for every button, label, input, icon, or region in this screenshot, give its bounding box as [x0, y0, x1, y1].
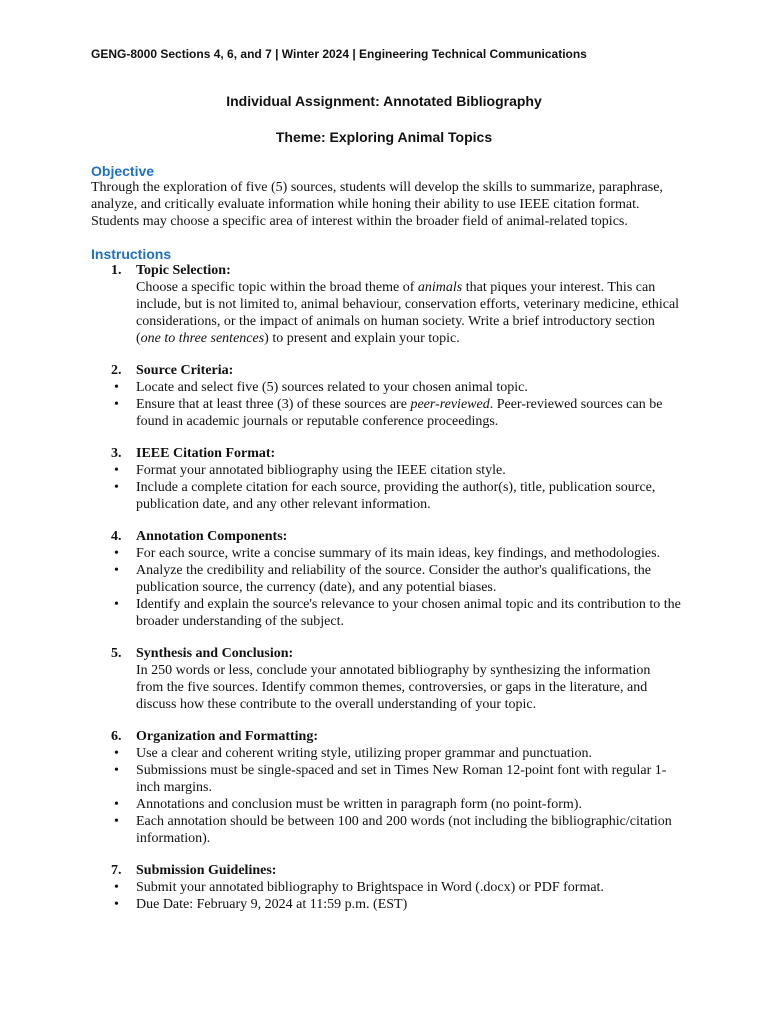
item-number: 3.	[111, 446, 122, 461]
bullet-item: • Format your annotated bibliography using the IEEE citation style.	[136, 462, 681, 479]
bullet-item: • Analyze the credibility and reliability of the source. Consider the author's qualifications, the publication source, the currency (date), and any potential biases.	[136, 562, 681, 596]
item-title: Submission Guidelines:	[136, 863, 277, 878]
item-number: 5.	[111, 646, 122, 661]
item-number: 6.	[111, 729, 122, 744]
assignment-title: Individual Assignment: Annotated Bibliography	[226, 93, 542, 109]
item-title: Source Criteria:	[136, 363, 234, 378]
bullet-item: • Submit your annotated bibliography to Brightspace in Word (.docx) or PDF format.	[136, 879, 681, 896]
bullet-item: • Submissions must be single-spaced and set in Times New Roman 12-point font with regular 1-inch margins.	[136, 762, 681, 796]
bullet-item: • Each annotation should be between 100 and 200 words (not including the bibliographic/citation information).	[136, 813, 681, 847]
bullet-list	[0, 379, 768, 430]
item-number: 1.	[111, 263, 122, 278]
text-run: ) to present and explain your topic.	[264, 331, 460, 346]
item-paragraph	[136, 279, 681, 347]
instruction-item-organization-formatting	[0, 728, 768, 847]
emphasis-text: one to three sentences	[140, 331, 265, 346]
item-title: Organization and Formatting:	[136, 729, 318, 744]
bullet-item: • Identify and explain the source's relevance to your chosen animal topic and its contribution to the broader understanding of the subject.	[136, 596, 681, 630]
course-header: GENG-8000 Sections 4, 6, and 7 | Winter 2024 | Engineering Technical Communications	[91, 47, 587, 61]
instructions-list	[0, 262, 768, 928]
instruction-item-synthesis-conclusion	[0, 645, 768, 713]
objective-text: Through the exploration of five (5) sources, students will develop the skills to summarize, paraphrase, analyze, and critically evaluate information while honing their ability to use IEEE citation format. Students may choose a specific area of interest within the broader field of animal-related topics.	[91, 180, 663, 229]
bullet-list	[0, 545, 768, 630]
instruction-item-submission-guidelines	[0, 862, 768, 913]
bullet-list	[0, 745, 768, 847]
item-paragraph: In 250 words or less, conclude your annotated bibliography by synthesizing the information from the five sources. Identify common themes, controversies, or gaps in the literature, and discuss how these contribute to the overall understanding of your topic.	[136, 663, 651, 712]
text-run: that piques your interest. This can include, but is not limited to, animal behaviour, conservation efforts, veterinary medicine, ethical considerations, or the impact of animals on human society. Write a brief introductory section (	[136, 280, 680, 346]
text-run: Ensure that at least three (3) of these sources are	[136, 397, 411, 412]
item-number: 7.	[111, 863, 122, 878]
objective-heading: Objective	[91, 163, 155, 179]
item-number: 2.	[111, 363, 122, 378]
bullet-list	[0, 879, 768, 913]
item-title: Topic Selection:	[136, 263, 231, 278]
bullet-item: • Use a clear and coherent writing style, utilizing proper grammar and punctuation.	[136, 745, 681, 762]
emphasis-text: animals	[417, 280, 463, 295]
text-run: Choose a specific topic within the broad theme of	[136, 280, 418, 295]
instruction-item-ieee-citation	[0, 445, 768, 513]
item-number: 4.	[111, 529, 122, 544]
text-run: . Peer-reviewed sources can be found in academic journals or reputable conference proceedings.	[136, 397, 663, 429]
item-title: Synthesis and Conclusion:	[136, 646, 294, 661]
instruction-item-topic-selection	[0, 262, 768, 347]
instruction-item-source-criteria	[0, 362, 768, 430]
emphasis-text: peer-reviewed	[410, 397, 490, 412]
assignment-theme: Theme: Exploring Animal Topics	[275, 129, 493, 145]
bullet-item: • For each source, write a concise summary of its main ideas, key findings, and methodologies.	[136, 545, 681, 562]
item-title: IEEE Citation Format:	[136, 446, 276, 461]
bullet-item: • Due Date: February 9, 2024 at 11:59 p.m. (EST)	[136, 896, 681, 913]
bullet-item: • Locate and select five (5) sources related to your chosen animal topic.	[136, 379, 681, 396]
bullet-item: • Annotations and conclusion must be written in paragraph form (no point-form).	[136, 796, 681, 813]
bullet-item: • Include a complete citation for each source, providing the author(s), title, publication source, publication date, and any other relevant information.	[136, 479, 681, 513]
instructions-heading: Instructions	[91, 246, 172, 262]
bullet-item	[136, 396, 681, 430]
bullet-list	[0, 462, 768, 513]
instruction-item-annotation-components	[0, 528, 768, 630]
item-title: Annotation Components:	[136, 529, 288, 544]
